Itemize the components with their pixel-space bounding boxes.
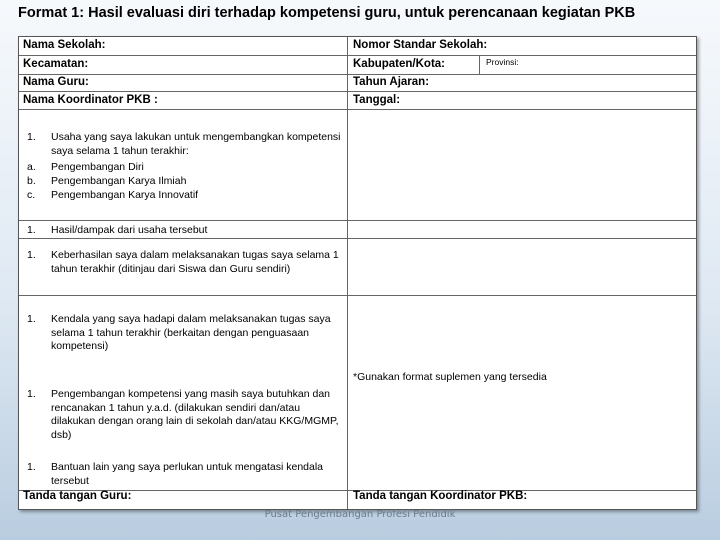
section-number: 1. [27,461,36,473]
row-divider [19,91,696,92]
section-number: 1. [27,131,36,143]
province-field[interactable]: Provinsi: [486,57,519,67]
teacher-signature-field[interactable]: Tanda tangan Guru: [23,490,132,502]
section-efforts-text: Usaha yang saya lakukan untuk mengembangkan kompetensi saya selama 1 tahun terakhir: [51,131,341,157]
page-title: Format 1: Hasil evaluasi diri terhadap kompetensi guru, untuk perencanaan kegiatan PKB [18,5,636,21]
section-number: 1. [27,388,36,400]
list-letter: c. [27,189,36,201]
footer-credit: Pusat Pengembangan Profesi Pendidik [264,509,456,520]
section-success-text: Keberhasilan saya dalam melaksanakan tugas saya selama 1 tahun terakhir (ditinjau dari Siswa dan Guru sendiri) [51,249,339,275]
section-number: 1. [27,224,36,236]
list-item: Pengembangan Diri [51,161,144,173]
list-letter: a. [27,161,36,173]
row-divider [19,55,696,56]
section-impact-text: Hasil/dampak dari usaha tersebut [51,224,208,236]
row-divider [19,295,696,296]
teacher-name-field[interactable]: Nama Guru: [23,76,89,88]
section-number: 1. [27,313,36,325]
regency-field[interactable]: Kabupaten/Kota: [353,58,445,70]
school-standard-number-field[interactable]: Nomor Standar Sekolah: [353,39,488,51]
row-divider [19,238,696,239]
evaluation-form [18,36,697,510]
row-divider [19,220,696,221]
column-divider [347,37,348,509]
list-item: Pengembangan Karya Innovatif [51,189,199,201]
column-divider [479,55,480,74]
coordinator-signature-field[interactable]: Tanda tangan Koordinator PKB: [353,490,528,502]
section-assistance-text: Bantuan lain yang saya perlukan untuk mengatasi kendala tersebut [51,461,324,487]
date-field[interactable]: Tanggal: [353,94,401,106]
row-divider [19,74,696,75]
list-item: Pengembangan Karya Ilmiah [51,175,187,187]
section-number: 1. [27,249,36,261]
school-year-field[interactable]: Tahun Ajaran: [353,76,430,88]
section-obstacles-text: Kendala yang saya hadapi dalam melaksanakan tugas saya selama 1 tahun terakhir (berkaitan dengan penguasaan kompetensi) [51,313,331,352]
row-divider [19,109,696,110]
coordinator-name-field[interactable]: Nama Koordinator PKB : [23,94,158,106]
list-letter: b. [27,175,36,187]
section-development-needs-text: Pengembangan kompetensi yang masih saya butuhkan dan rencanakan 1 tahun y.a.d. (dilakukan sendiri dan/atau dilakukan dengan orang lain di sekolah dan/atau KKG/MGMP, dsb) [51,388,339,441]
district-field[interactable]: Kecamatan: [23,58,89,70]
supplement-note: *Gunakan format suplemen yang tersedia [353,371,547,383]
school-name-field[interactable]: Nama Sekolah: [23,39,106,51]
